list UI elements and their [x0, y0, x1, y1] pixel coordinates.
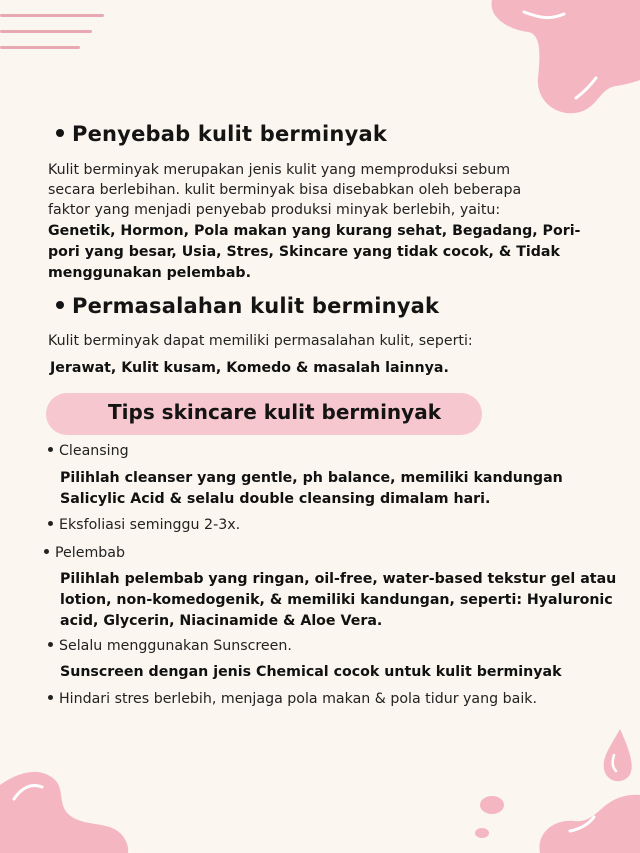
bullet-icon	[48, 447, 53, 452]
tip-detail: Sunscreen dengan jenis Chemical cocok untuk kulit berminyak	[60, 664, 562, 680]
tip-item-cleansing: Cleansing	[48, 443, 129, 459]
tip-detail: Salicylic Acid & selalu double cleansing dimalam hari.	[60, 491, 491, 507]
pink-blob-top-right	[480, 0, 640, 125]
problems-intro: Kulit berminyak dapat memiliki permasalahan kulit, seperti:	[48, 333, 473, 349]
bullet-icon	[56, 301, 64, 309]
causes-line: Genetik, Hormon, Pola makan yang kurang sehat, Begadang, Pori-	[48, 223, 581, 239]
bullet-icon	[48, 695, 53, 700]
causes-line: menggunakan pelembab.	[48, 265, 251, 281]
pink-blob-bottom-left	[0, 765, 140, 853]
problems-list: Jerawat, Kulit kusam, Komedo & masalah lainnya.	[50, 360, 449, 376]
intro-line: faktor yang menjadi penyebab produksi minyak berlebih, yaitu:	[48, 202, 501, 218]
tips-title: Tips skincare kulit berminyak	[108, 400, 442, 424]
tip-detail: acid, Glycerin, Niacinamide & Aloe Vera.	[60, 613, 383, 629]
tip-item-eksfoliasi: Eksfoliasi seminggu 2-3x.	[48, 517, 240, 533]
pink-drops-bottom-right	[470, 725, 640, 853]
heading-penyebab: Penyebab kulit berminyak	[56, 122, 387, 146]
causes-line: pori yang besar, Usia, Stres, Skincare yang tidak cocok, & Tidak	[48, 244, 560, 260]
bullet-icon	[48, 642, 53, 647]
bullet-icon	[44, 549, 49, 554]
tip-detail: Pilihlah cleanser yang gentle, ph balance, memiliki kandungan	[60, 470, 563, 486]
tip-item-sunscreen: Selalu menggunakan Sunscreen.	[48, 638, 292, 654]
heading-permasalahan: Permasalahan kulit berminyak	[56, 294, 439, 318]
tip-detail: Pilihlah pelembab yang ringan, oil-free, water-based tekstur gel atau	[60, 571, 617, 587]
tip-item-stres: Hindari stres berlebih, menjaga pola makan & pola tidur yang baik.	[48, 691, 537, 707]
intro-line: Kulit berminyak merupakan jenis kulit yang memproduksi sebum	[48, 162, 511, 178]
tip-item-pelembab: Pelembab	[44, 545, 125, 561]
bullet-icon	[56, 129, 64, 137]
tip-detail: lotion, non-komedogenik, & memiliki kandungan, seperti: Hyaluronic	[60, 592, 613, 608]
decorative-stripes	[0, 0, 110, 70]
bullet-icon	[48, 521, 53, 526]
intro-line: secara berlebihan. kulit berminyak bisa disebabkan oleh beberapa	[48, 182, 522, 198]
